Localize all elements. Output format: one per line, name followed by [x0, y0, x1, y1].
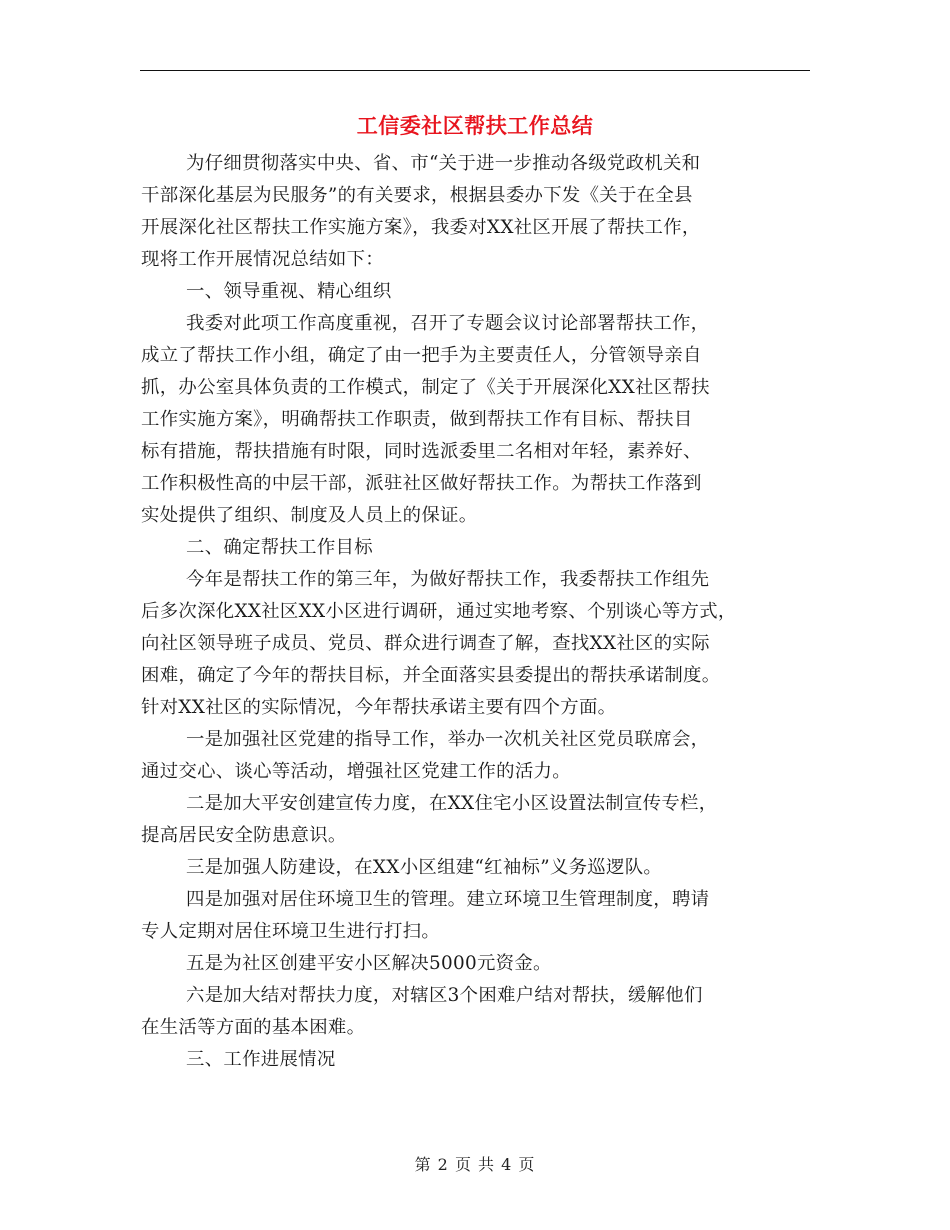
document-body [141, 148, 831, 1076]
text-line: 六是加大结对帮扶力度，对辖区3个困难户结对帮扶，缓解他们 [186, 985, 703, 1006]
text-line: 标有措施，帮扶措施有时限，同时选派委里二名相对年轻，素养好、 [141, 441, 702, 462]
text-line: 向社区领导班子成员、党员、群众进行调查了解，查找XX社区的实际 [141, 633, 710, 654]
page-number: 第 2 页 共 4 页 [414, 1155, 536, 1174]
text-line: 一是加强社区党建的指导工作，举办一次机关社区党员联席会， [186, 729, 710, 750]
text-line: 针对XX社区的实际情况，今年帮扶承诺主要有四个方面。 [141, 697, 617, 718]
text-line: 在生活等方面的基本困难。 [141, 1017, 366, 1038]
text-line: 五是为社区创建平安小区解决5000元资金。 [186, 953, 552, 974]
section-heading: 一、领导重视、精心组织 [186, 281, 392, 302]
text-line: 困难，确定了今年的帮扶目标，并全面落实县委提出的帮扶承诺制度。 [141, 665, 721, 686]
text-line: 三是加强人防建设，在XX小区组建“红袖标”义务巡逻队。 [186, 857, 663, 878]
text-line: 今年是帮扶工作的第三年，为做好帮扶工作，我委帮扶工作组先 [186, 569, 710, 590]
text-line: 开展深化社区帮扶工作实施方案》，我委对XX社区开展了帮扶工作， [141, 217, 701, 238]
text-line: 提高居民安全防患意识。 [141, 825, 347, 846]
text-line: 工作实施方案》，明确帮扶工作职责，做到帮扶工作有目标、帮扶目 [141, 409, 693, 430]
document-title: 工信委社区帮扶工作总结 [356, 113, 594, 138]
text-line: 工作积极性高的中层干部，派驻社区做好帮扶工作。为帮扶工作落到 [141, 473, 702, 494]
section-heading: 二、确定帮扶工作目标 [186, 537, 373, 558]
text-line: 我委对此项工作高度重视，召开了专题会议讨论部署帮扶工作， [186, 313, 710, 334]
section-heading: 三、工作进展情况 [186, 1049, 336, 1070]
text-line: 二是加大平安创建宣传力度，在XX住宅小区设置法制宣传专栏， [186, 793, 718, 814]
text-line: 实处提供了组织、制度及人员上的保证。 [141, 505, 478, 526]
text-line: 为仔细贯彻落实中央、省、市“关于进一步推动各级党政机关和 [186, 153, 701, 174]
text-line: 通过交心、谈心等活动，增强社区党建工作的活力。 [141, 761, 571, 782]
text-line: 干部深化基层为民服务”的有关要求，根据县委办下发《关于在全县 [141, 185, 693, 206]
text-line: 成立了帮扶工作小组，确定了由一把手为主要责任人，分管领导亲自 [141, 345, 702, 366]
text-line: 专人定期对居住环境卫生进行打扫。 [141, 921, 441, 942]
text-line: 现将工作开展情况总结如下： [141, 249, 384, 270]
text-line: 后多次深化XX社区XX小区进行调研，通过实地考察、个别谈心等方式， [141, 601, 737, 622]
header-rule [140, 70, 810, 71]
text-line: 四是加强对居住环境卫生的管理。建立环境卫生管理制度，聘请 [186, 889, 710, 910]
text-line: 抓，办公室具体负责的工作模式，制定了《关于开展深化XX社区帮扶 [141, 377, 710, 398]
